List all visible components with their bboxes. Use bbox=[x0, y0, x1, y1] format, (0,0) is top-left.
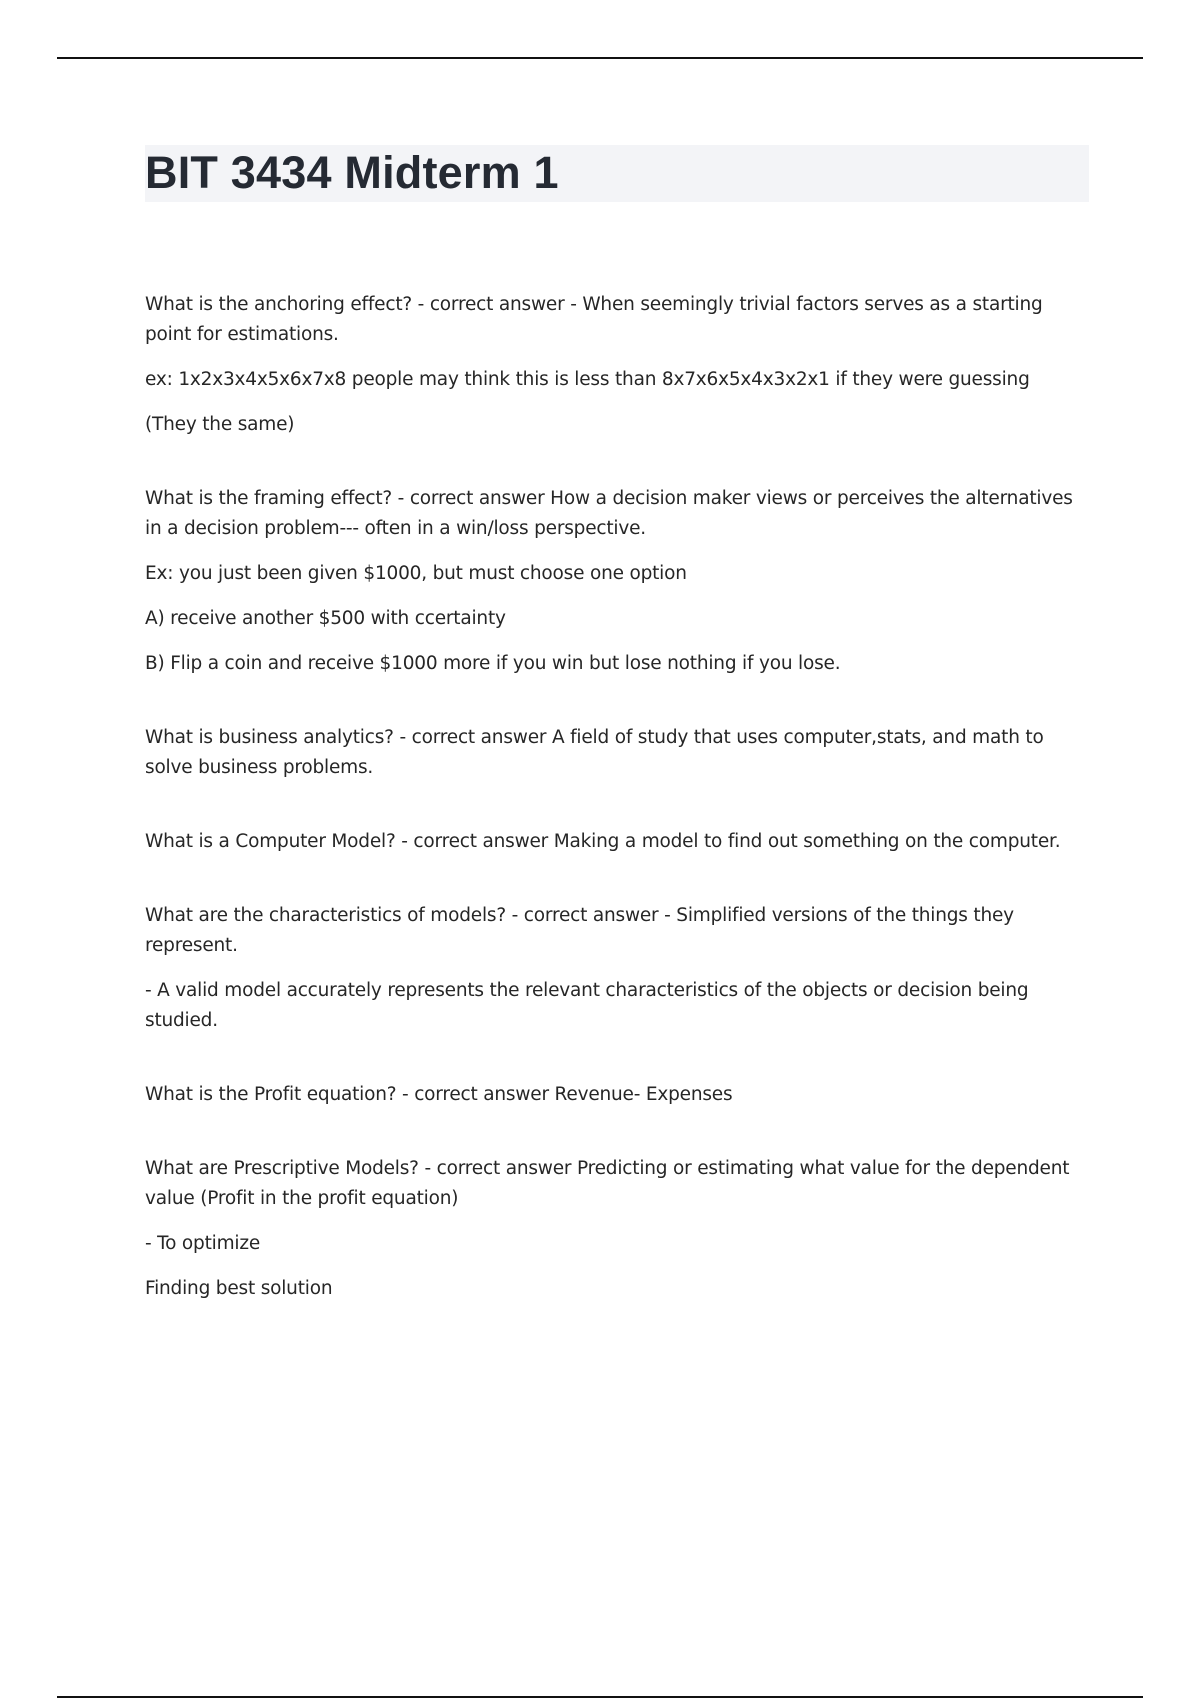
note-text: Finding best solution bbox=[145, 1278, 333, 1299]
question-answer-text: What is the framing effect? - correct answer How a decision maker views or perceives the alternatives in a decision problem--- often in a win/loss perspective. bbox=[145, 488, 1073, 539]
option-b-text: B) Flip a coin and receive $1000 more if you win but lose nothing if you lose. bbox=[145, 653, 841, 674]
bullet-text: - A valid model accurately represents the relevant characteristics of the objects or decision being studied. bbox=[145, 980, 1029, 1031]
question-answer-text: What are the characteristics of models? - correct answer - Simplified versions of the things they represent. bbox=[145, 905, 1014, 956]
document-body bbox=[145, 290, 1085, 1348]
qa-entry-prescriptive-models bbox=[145, 1154, 1085, 1304]
qa-entry-business-analytics bbox=[145, 723, 1085, 783]
qa-entry-profit-equation bbox=[145, 1080, 1085, 1110]
example-text: Ex: you just been given $1000, but must choose one option bbox=[145, 563, 687, 584]
question-answer-text: What is the anchoring effect? - correct answer - When seemingly trivial factors serves as a starting point for estimations. bbox=[145, 294, 1043, 345]
header-rule bbox=[57, 57, 1143, 59]
qa-entry-model-characteristics bbox=[145, 901, 1085, 1036]
example-text: ex: 1x2x3x4x5x6x7x8 people may think this is less than 8x7x6x5x4x3x2x1 if they were guessing bbox=[145, 369, 1030, 390]
document-title: BIT 3434 Midterm 1 bbox=[145, 147, 559, 198]
qa-entry-framing-effect bbox=[145, 484, 1085, 679]
qa-entry-computer-model bbox=[145, 827, 1085, 857]
bullet-text: - To optimize bbox=[145, 1233, 261, 1254]
question-answer-text: What is the Profit equation? - correct answer Revenue- Expenses bbox=[145, 1084, 733, 1105]
qa-entry-anchoring-effect bbox=[145, 290, 1085, 440]
option-a-text: A) receive another $500 with ccertainty bbox=[145, 608, 506, 629]
question-answer-text: What is a Computer Model? - correct answer Making a model to find out something on the computer. bbox=[145, 831, 1061, 852]
note-text: (They the same) bbox=[145, 414, 295, 435]
question-answer-text: What is business analytics? - correct answer A field of study that uses computer,stats, and math to solve business problems. bbox=[145, 727, 1044, 778]
footer-rule bbox=[57, 1696, 1143, 1698]
question-answer-text: What are Prescriptive Models? - correct answer Predicting or estimating what value for the dependent value (Profit in the profit equation) bbox=[145, 1158, 1070, 1209]
